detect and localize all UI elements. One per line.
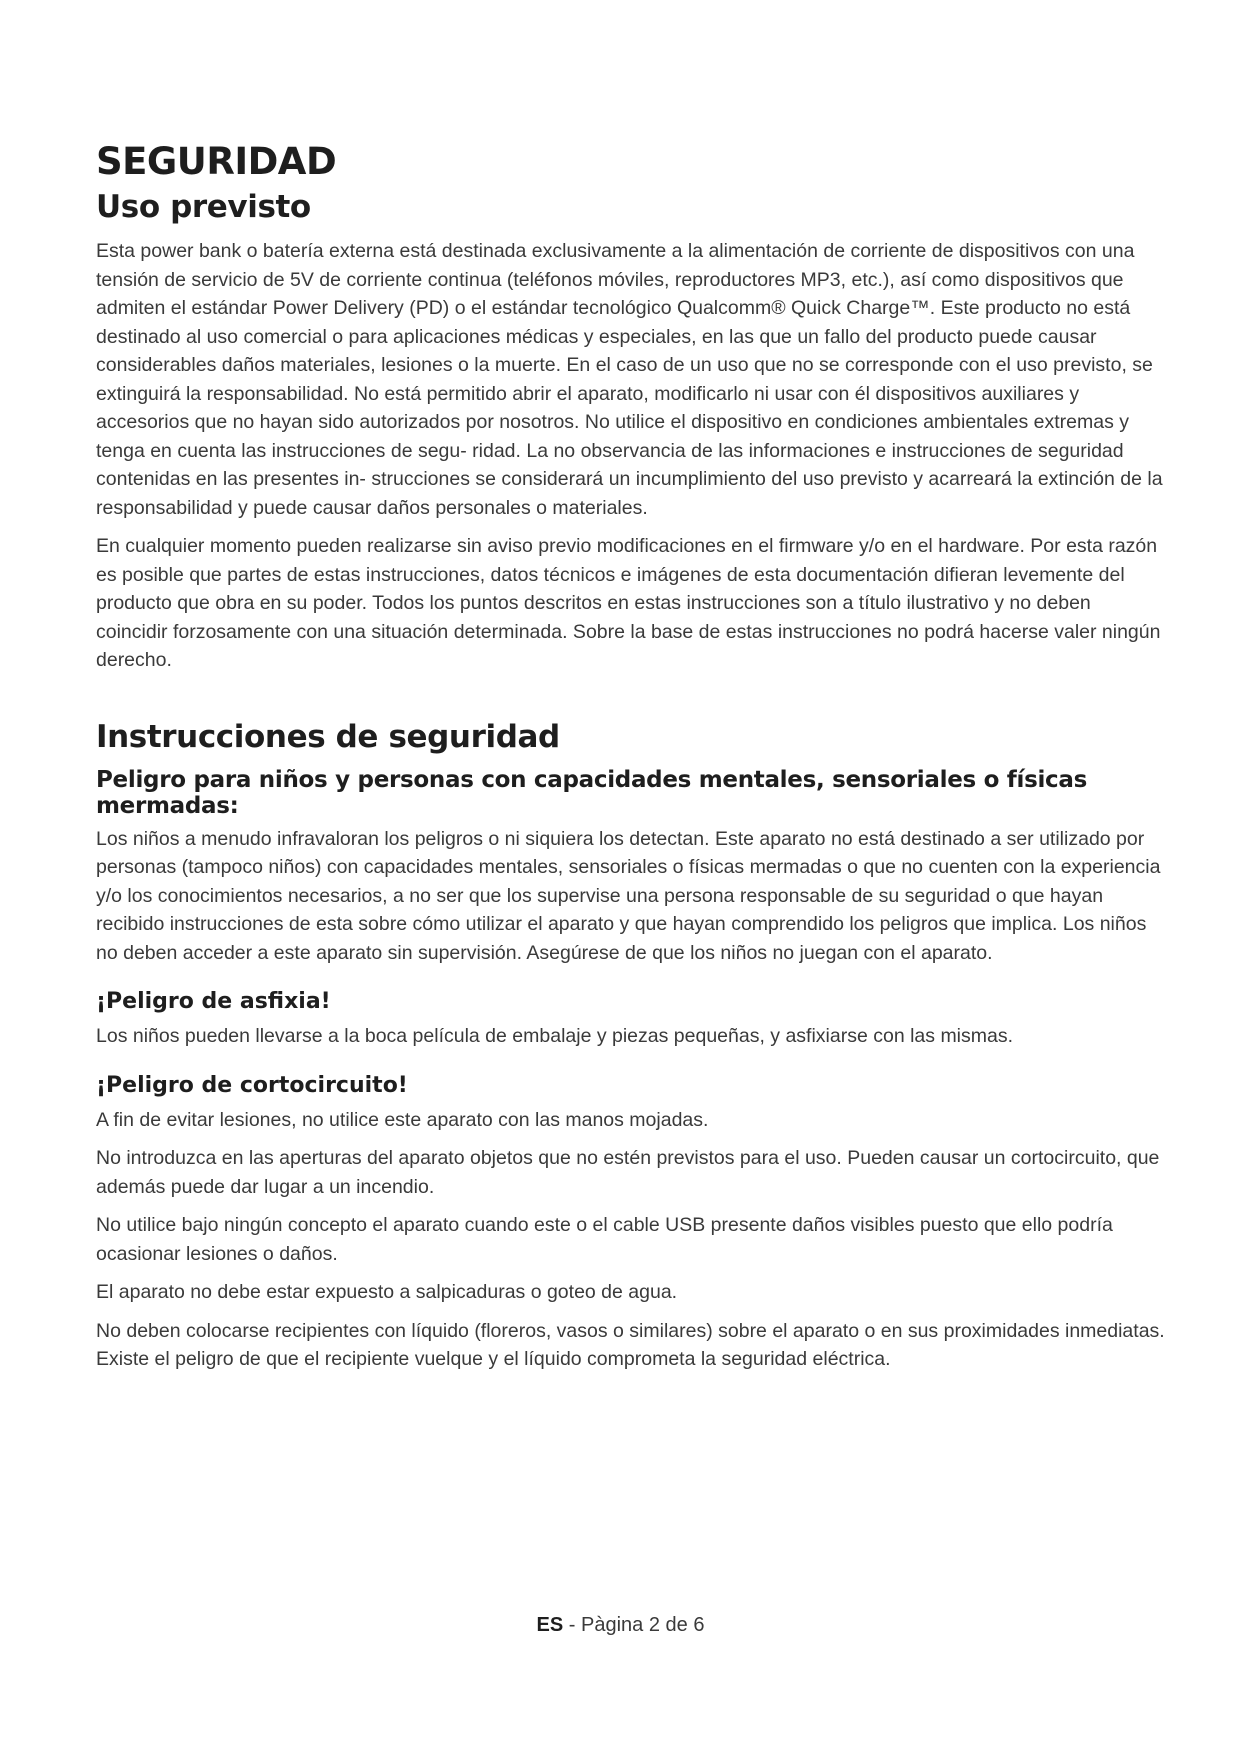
short-circuit-paragraph-3: No utilice bajo ningún concepto el aparato cuando este o el cable USB presente daños visibles puesto que ello podría ocasionar lesiones o daños. [96,1214,1113,1265]
intended-use-paragraph-2: En cualquier momento pueden realizarse sin aviso previo modificaciones en el firmware y/o en el hardware. Por esta razón es posible que partes de estas instrucciones, datos técnicos e imágenes de esta documentación difieran levemente del producto que obra en su poder. Todos los puntos descritos en estas instrucciones son a título ilustrativo y no deben coincidir forzosamente con una situación determinada. Sobre la base de estas instrucciones no podrá hacerse valer ningún derecho. [96,535,1161,671]
footer-language: ES [536,1614,564,1636]
short-circuit-paragraph-5: No deben colocarse recipientes con líquido (floreros, vasos o similares) sobre el aparato o en sus proximidades inmediatas. Existe el peligro de que el recipiente vuelque y el líquido comprometa la seguridad eléctrica. [96,1319,1165,1370]
section-heading-safety: Instrucciones de seguridad [96,718,560,755]
subheading-short-circuit: ¡Peligro de cortocircuito! [96,1072,408,1098]
subheading-children-danger: Peligro para niños y personas con capacidades mentales, sensoriales o físicas mermadas: [96,766,1088,819]
children-danger-paragraph: Los niños a menudo infravaloran los peligros o ni siquiera los detectan. Este aparato no está destinado a ser utilizado por personas (tampoco niños) con capacidades mentales, sensoriales o físicas mermadas o que no cuenten con la experiencia y/o los conocimientos necesarios, a no ser que los supervise una persona responsable de su seguridad o que hayan recibido instrucciones de esta sobre cómo utilizar el aparato y que hayan comprendido los peligros que implica. Los niños no deben acceder a este aparato sin supervisión. Asegúrese de que los niños no juegan con el aparato. [96,827,1161,964]
document-page [96,140,1166,1384]
subheading-suffocation: ¡Peligro de asfixia! [96,989,331,1014]
short-circuit-paragraph-4: El aparato no debe estar expuesto a salpicaduras o goteo de agua. [96,1281,678,1303]
short-circuit-paragraph-1: A fin de evitar lesiones, no utilice este aparato con las manos mojadas. [96,1108,709,1131]
page-title: SEGURIDAD [96,140,337,183]
footer-page-number: - Pàgina 2 de 6 [568,1614,705,1636]
intended-use-paragraph-1: Esta power bank o batería externa está destinada exclusivamente a la alimentación de corriente de dispositivos con una tensión de servicio de 5V de corriente continua (teléfonos móviles, reproductores MP3, etc.), así como dispositivos que admiten el estándar Power Delivery (PD) o el estándar tecnológico Qualcomm® Quick Charge™. Este producto no está destinado al uso comercial o para aplicaciones médicas y especiales, en las que un fallo del producto puede causar considerables daños materiales, lesiones o la muerte. En el caso de un uso que no se corresponde con el uso previsto, se extinguirá la responsabilidad. No está permitido abrir el aparato, modificarlo ni usar con él dispositivos auxiliares y accesorios que no hayan sido autorizados por nosotros. No utilice el dispositivo en condiciones ambientales extremas y tenga en cuenta las instrucciones de segu- ridad. La no observancia de las informaciones e instrucciones de seguridad contenidas en las presentes in- strucciones se considerará un incumplimiento del uso previsto y acarreará la extinción de la responsabilidad y puede causar daños personales o materiales. [96,240,1163,519]
suffocation-paragraph: Los niños pueden llevarse a la boca película de embalaje y piezas pequeñas, y asfixiarse con las mismas. [96,1025,1014,1047]
section-heading-intended-use: Uso previsto [96,189,311,225]
short-circuit-paragraph-2: No introduzca en las aperturas del aparato objetos que no estén previstos para el uso. Pueden causar un cortocircuito, que además puede dar lugar a un incendio. [96,1147,1160,1198]
page-footer [0,1614,1241,1637]
